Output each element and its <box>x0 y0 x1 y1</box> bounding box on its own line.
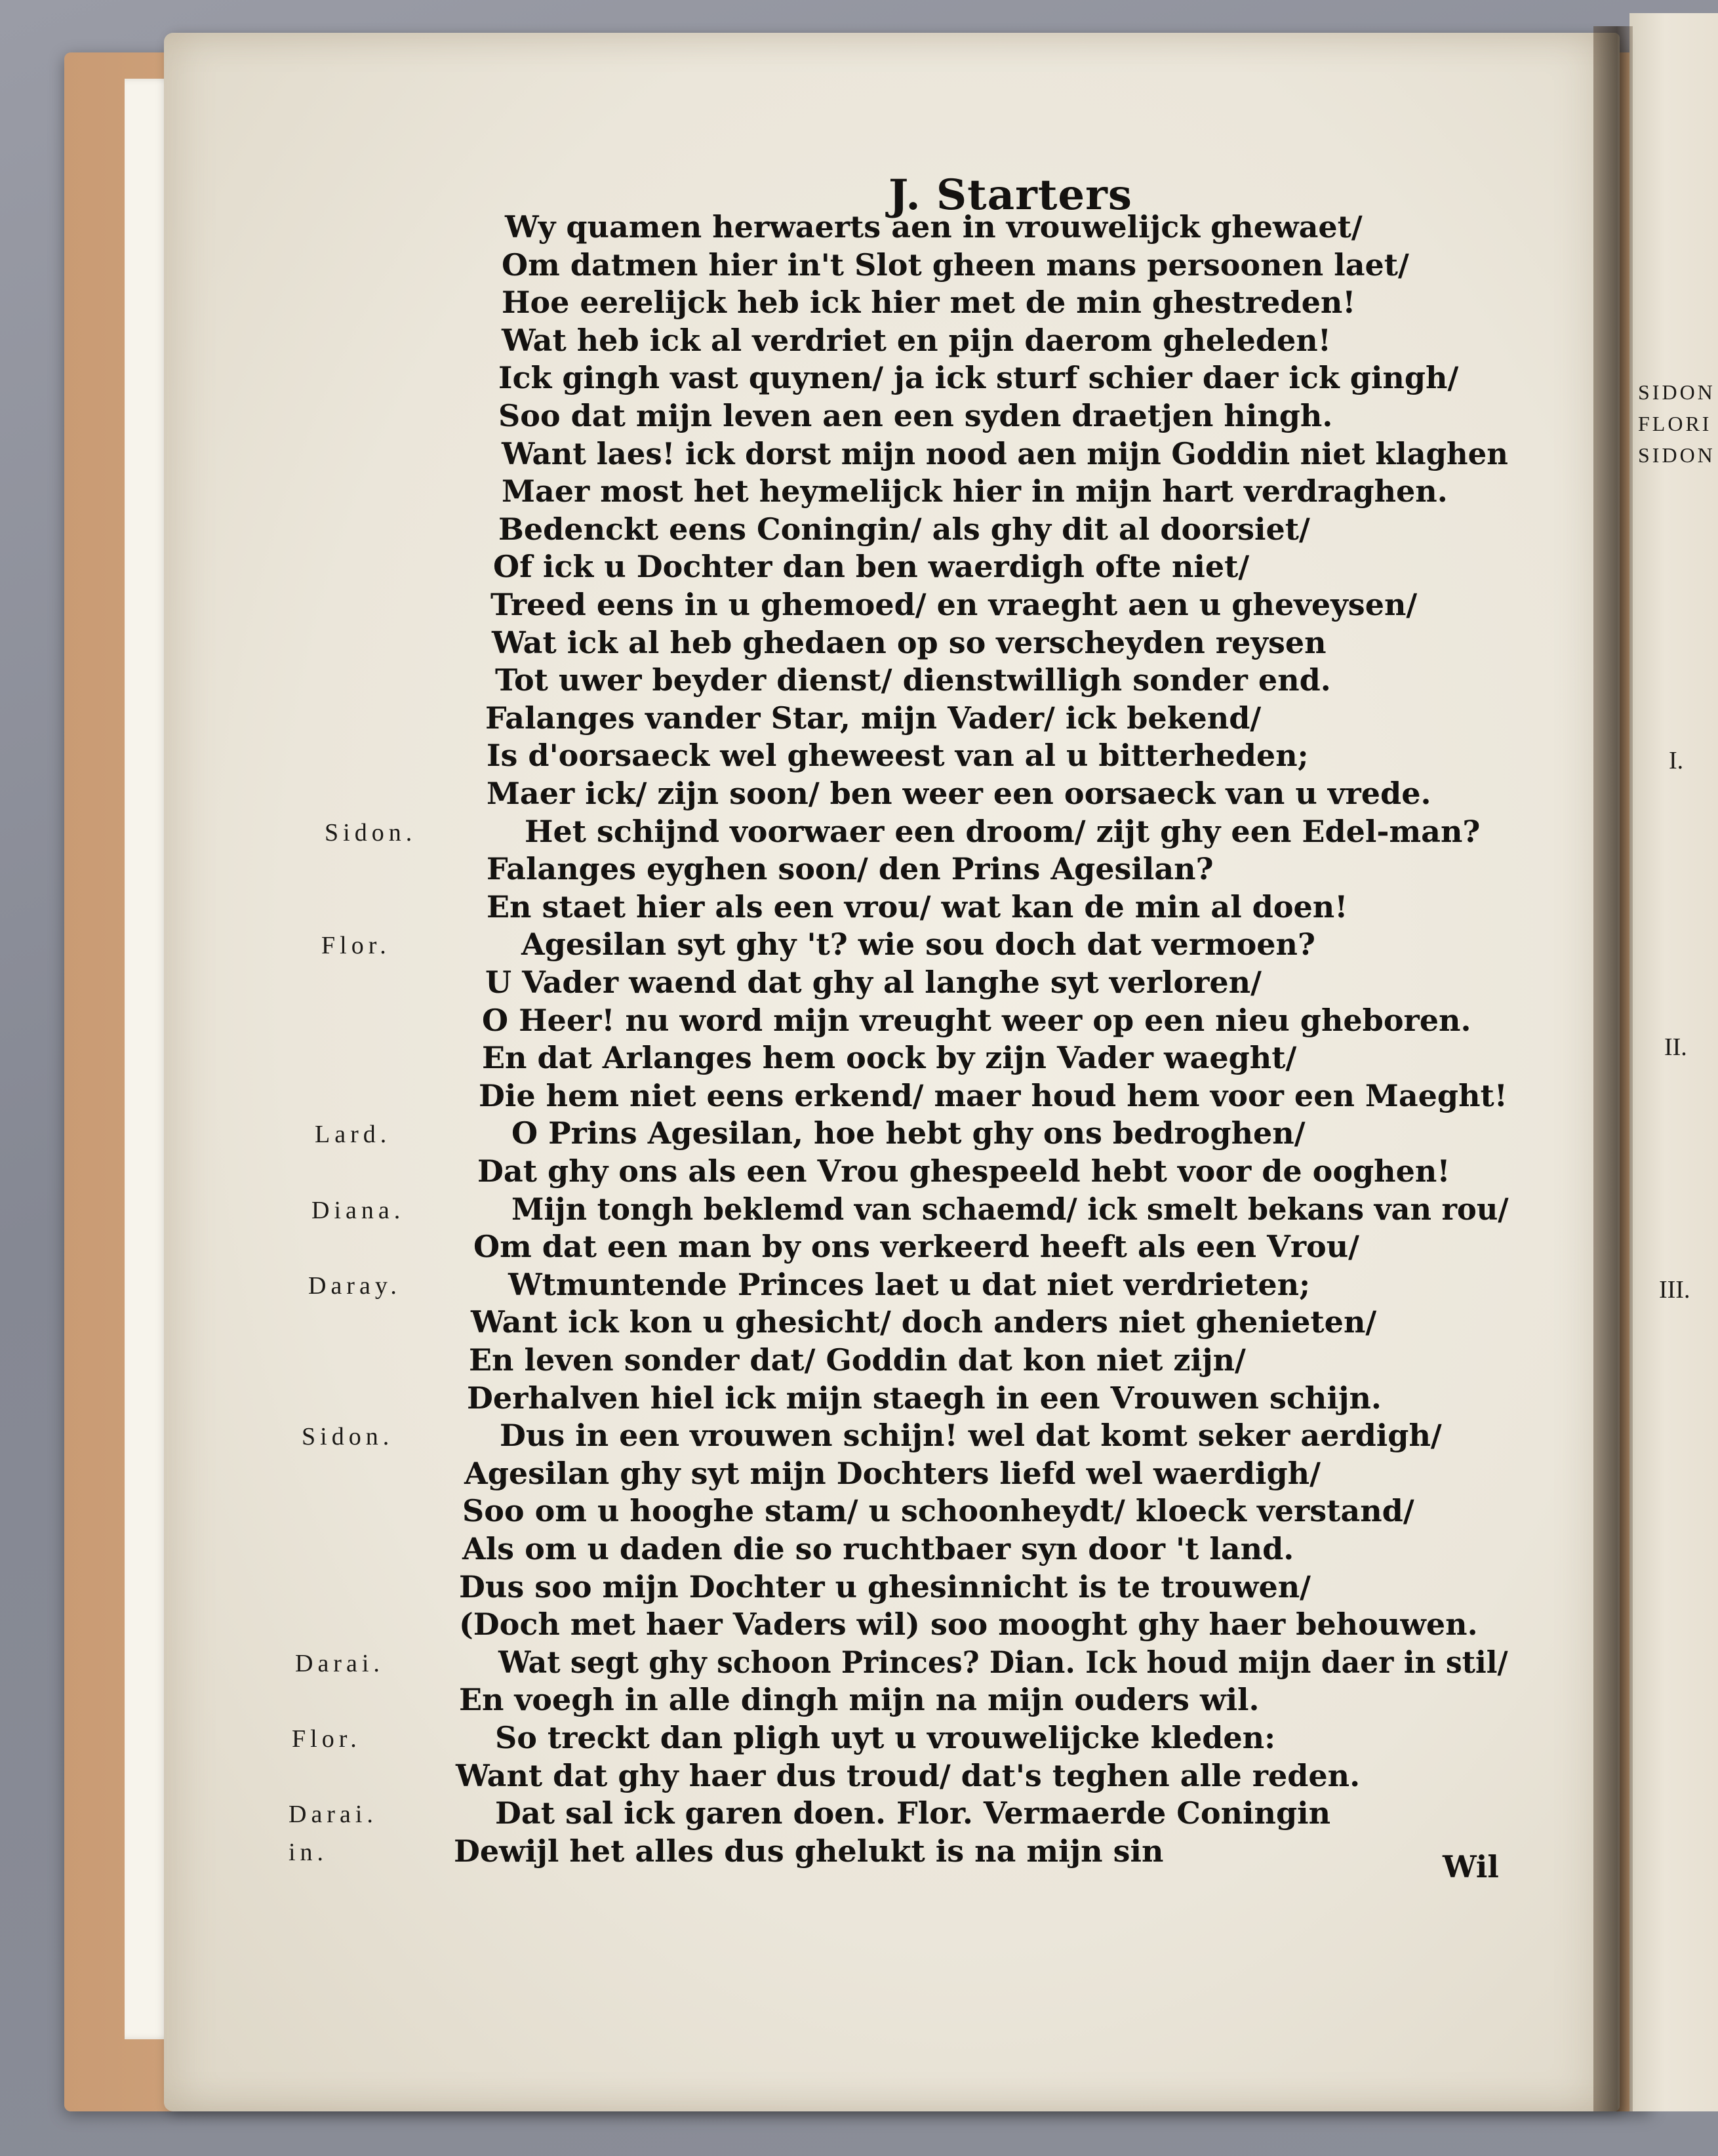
verse-line: U Vader waend dat ghy al langhe syt verloren/ <box>485 965 1262 1000</box>
verse-line: Om datmen hier in't Slot gheen mans persoonen laet/ <box>502 247 1409 283</box>
verse-line: Dat ghy ons als een Vrou ghespeeld hebt voor de ooghen! <box>477 1153 1450 1189</box>
speaker-label: Diana. <box>311 1196 405 1224</box>
verse-line: Dus in een vrouwen schijn! wel dat komt seker aerdigh/ <box>500 1418 1442 1454</box>
verse-line: Wat segt ghy schoon Princes? Dian. Ick houd mijn daer in stil/ <box>498 1644 1508 1680</box>
verse-line: (Doch met haer Vaders wil) soo mooght ghy haer behouwen. <box>459 1607 1478 1643</box>
verse-line: Dewijl het alles dus ghelukt is na mijn sin <box>454 1833 1164 1869</box>
verse-line: Maer ick/ zijn soon/ ben weer een oorsaeck van u vrede. <box>487 776 1431 811</box>
verse-line: Want laes! ick dorst mijn nood aen mijn Goddin niet klaghen <box>502 435 1508 471</box>
verse-line: Want ick kon u ghesicht/ doch anders niet ghenieten/ <box>471 1304 1377 1340</box>
speaker-label: Flor. <box>292 1725 361 1753</box>
verse-line: Wat heb ick al verdriet en pijn daerom gheleden! <box>502 322 1331 358</box>
verse-line: So treckt dan pligh uyt u vrouwelijcke kleden: <box>495 1720 1276 1755</box>
verse-line: Als om u daden die so ruchtbaer syn door 't land. <box>462 1531 1294 1567</box>
speaker-label: in. <box>289 1838 329 1866</box>
verse-line: Maer most het heymelijck hier in mijn hart verdraghen. <box>502 473 1448 509</box>
speaker-label: Sidon. <box>325 818 417 847</box>
speaker-label: Flor. <box>321 932 391 960</box>
verse-line: Wat ick al heb ghedaen op so verscheyden reysen <box>492 624 1327 660</box>
verse-line: Ick gingh vast quynen/ ja ick sturf schier daer ick gingh/ <box>498 360 1459 396</box>
margin-note: I. <box>1669 747 1684 774</box>
verse-line: Hoe eerelijck heb ick hier met de min ghestreden! <box>502 285 1356 321</box>
speaker-label: Daray. <box>308 1271 401 1300</box>
verse-line: Tot uwer beyder dienst/ dienstwilligh sonder end. <box>495 662 1331 698</box>
verse-line: Soo dat mijn leven aen een syden draetjen hingh. <box>498 398 1333 433</box>
facing-page-label: SIDON <box>1638 443 1715 467</box>
verse-line: Bedenckt eens Coningin/ als ghy dit al doorsiet/ <box>498 511 1310 547</box>
verse-line: Soo om u hooghe stam/ u schoonheydt/ kloeck verstand/ <box>462 1493 1414 1529</box>
verse-line: En dat Arlanges hem oock by zijn Vader waeght/ <box>482 1040 1297 1076</box>
facing-page-label: FLORI <box>1638 412 1712 435</box>
verse-line: En staet hier als een vrou/ wat kan de min al doen! <box>487 888 1348 925</box>
speaker-label: Lard. <box>315 1121 391 1149</box>
verse-line: Dat sal ick garen doen. Flor. Vermaerde Coningin <box>495 1795 1331 1831</box>
verse-line: O Heer! nu word mijn vreught weer op een nieu gheboren. <box>482 1002 1471 1038</box>
verse-line: Wtmuntende Princes laet u dat niet verdrieten; <box>508 1266 1311 1302</box>
verse-line: En leven sonder dat/ Goddin dat kon niet zijn/ <box>469 1342 1246 1378</box>
verse-line: Falanges vander Star, mijn Vader/ ick bekend/ <box>485 700 1262 736</box>
verse-line: Derhalven hiel ick mijn staegh in een Vrouwen schijn. <box>467 1380 1382 1416</box>
verse-line: Dus soo mijn Dochter u ghesinnicht is te trouwen/ <box>459 1568 1311 1605</box>
verse-line: Is d'oorsaeck wel gheweest van al u bitterheden; <box>487 738 1309 774</box>
verse-line: Of ick u Dochter dan ben waerdigh ofte niet/ <box>493 549 1250 585</box>
margin-note: II. <box>1664 1033 1687 1061</box>
verse-line: O Prins Agesilan, hoe hebt ghy ons bedroghen/ <box>511 1115 1306 1151</box>
book-gutter <box>1593 26 1633 2111</box>
verse-line: Falanges eyghen soon/ den Prins Agesilan? <box>487 851 1214 887</box>
running-head: J. Starters <box>889 170 1132 220</box>
facing-page <box>1629 13 1718 2111</box>
speaker-label: Darai. <box>295 1649 384 1677</box>
verse-line: Treed eens in u ghemoed/ en vraeght aen u gheveysen/ <box>490 587 1418 622</box>
verse-line: Om dat een man by ons verkeerd heeft als een Vrou/ <box>473 1229 1359 1265</box>
speaker-label: Sidon. <box>302 1423 394 1451</box>
verse-line: En voegh in alle dingh mijn na mijn ouders wil. <box>459 1682 1260 1718</box>
verse-line: Want dat ghy haer dus troud/ dat's teghen alle reden. <box>456 1757 1361 1793</box>
speaker-label: Darai. <box>289 1801 378 1829</box>
verse-line: Het schijnd voorwaer een droom/ zijt ghy een Edel-man? <box>525 813 1481 849</box>
verse-line: Agesilan ghy syt mijn Dochters liefd wel waerdigh/ <box>464 1455 1321 1491</box>
verse-line: Agesilan syt ghy 't? wie sou doch dat vermoen? <box>521 927 1315 963</box>
verse-line: Die hem niet eens erkend/ maer houd hem voor een Maeght! <box>479 1077 1508 1113</box>
catchword: Wil <box>1443 1849 1499 1885</box>
verse-line: Wy quamen herwaerts aen in vrouwelijck ghewaet/ <box>505 209 1363 245</box>
verse-line: Mijn tongh beklemd van schaemd/ ick smelt bekans van rou/ <box>511 1191 1509 1227</box>
margin-note: III. <box>1659 1276 1690 1304</box>
facing-page-label: SIDON <box>1638 380 1715 404</box>
